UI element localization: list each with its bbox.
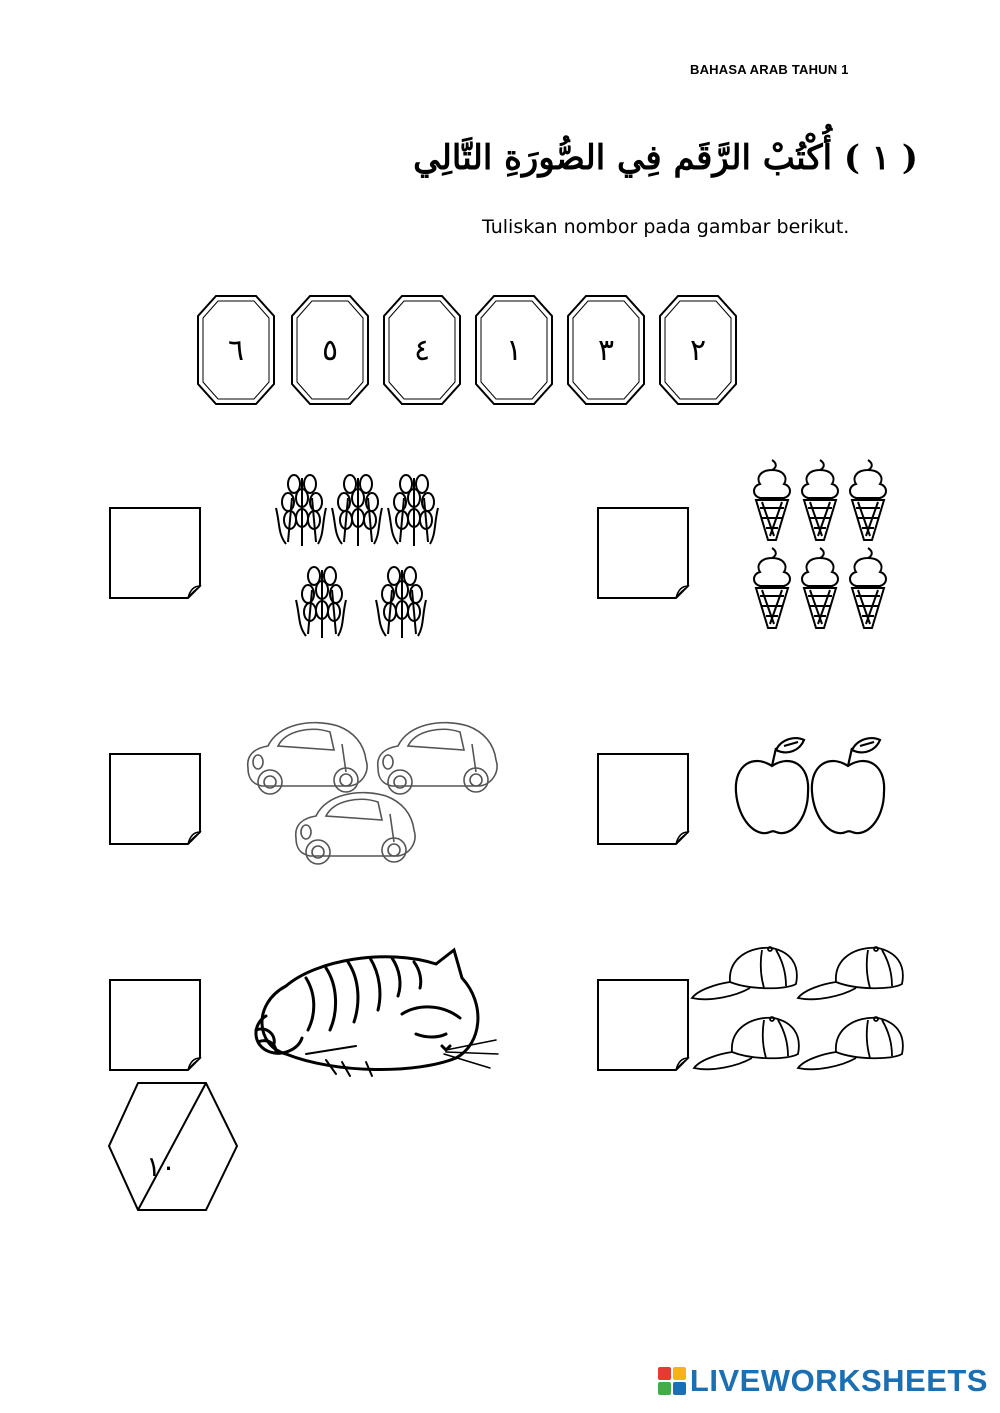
- liveworksheets-logo: [658, 1363, 988, 1399]
- cap-icon: [798, 947, 903, 999]
- number-tile-label: ٥: [321, 332, 339, 368]
- number-tile-label: ١: [505, 332, 523, 368]
- logo-text: LIVEWORKSHEETS: [689, 1363, 988, 1398]
- ice-cream-icon: [802, 460, 838, 540]
- car-icon: [378, 723, 497, 794]
- cars-picture: [242, 714, 504, 866]
- caps-picture: [690, 944, 906, 1084]
- plant-icon: [376, 567, 426, 638]
- apple-icon: [736, 738, 808, 833]
- ice-cream-icon: [754, 548, 790, 628]
- apple-icon: [812, 738, 884, 833]
- number-tile[interactable]: [658, 294, 738, 406]
- cat-picture: [246, 934, 508, 1082]
- number-tile[interactable]: [474, 294, 554, 406]
- instruction-malay: Tuliskan nombor pada gambar berikut.: [482, 216, 850, 238]
- answer-box-frame: [596, 978, 692, 1072]
- answer-box-apples[interactable]: [596, 752, 692, 846]
- instruction-arabic: ( ١ ) أُكْتُبْ الرَّقَم فِي الصُّورَةِ التَّالِي: [413, 138, 918, 178]
- answer-box-frame: [596, 506, 692, 600]
- cap-icon: [692, 947, 797, 999]
- answer-box-frame: [108, 752, 204, 846]
- number-tile-label: ٢: [689, 332, 707, 368]
- answer-box-ice-creams[interactable]: [596, 506, 692, 600]
- ice-cream-icon: [802, 548, 838, 628]
- header-label: BAHASA ARAB TAHUN 1: [690, 62, 849, 77]
- number-tile-label: ٦: [227, 332, 245, 368]
- answer-box-caps[interactable]: [596, 978, 692, 1072]
- plants-picture: [272, 468, 458, 644]
- logo-mark-icon: [658, 1367, 686, 1395]
- ice-cream-icon: [850, 460, 886, 540]
- answer-box-cat[interactable]: [108, 978, 204, 1072]
- number-tile-label: ٣: [597, 332, 615, 368]
- number-tile[interactable]: [382, 294, 462, 406]
- number-tile-label: ٤: [413, 332, 431, 368]
- answer-box-cars[interactable]: [108, 752, 204, 846]
- answer-box-frame: [108, 506, 204, 600]
- apples-picture: [734, 736, 894, 840]
- ice-cream-icon: [754, 460, 790, 540]
- hexagon-icon: [108, 1082, 238, 1212]
- plant-icon: [388, 475, 438, 546]
- cap-icon: [798, 1017, 903, 1069]
- ten-label: ١٠: [146, 1150, 177, 1183]
- car-icon: [248, 723, 367, 794]
- ice-cream-icon: [850, 548, 886, 628]
- answer-box-plants[interactable]: [108, 506, 204, 600]
- ice-creams-picture: [748, 456, 898, 634]
- number-tile[interactable]: [290, 294, 370, 406]
- cap-icon: [694, 1017, 799, 1069]
- number-tile[interactable]: [566, 294, 646, 406]
- plant-icon: [276, 475, 326, 546]
- ten-tile[interactable]: [108, 1082, 238, 1212]
- number-tile[interactable]: [196, 294, 276, 406]
- car-icon: [296, 793, 415, 864]
- plant-icon: [332, 475, 382, 546]
- plant-icon: [296, 567, 346, 638]
- answer-box-frame: [596, 752, 692, 846]
- answer-box-frame: [108, 978, 204, 1072]
